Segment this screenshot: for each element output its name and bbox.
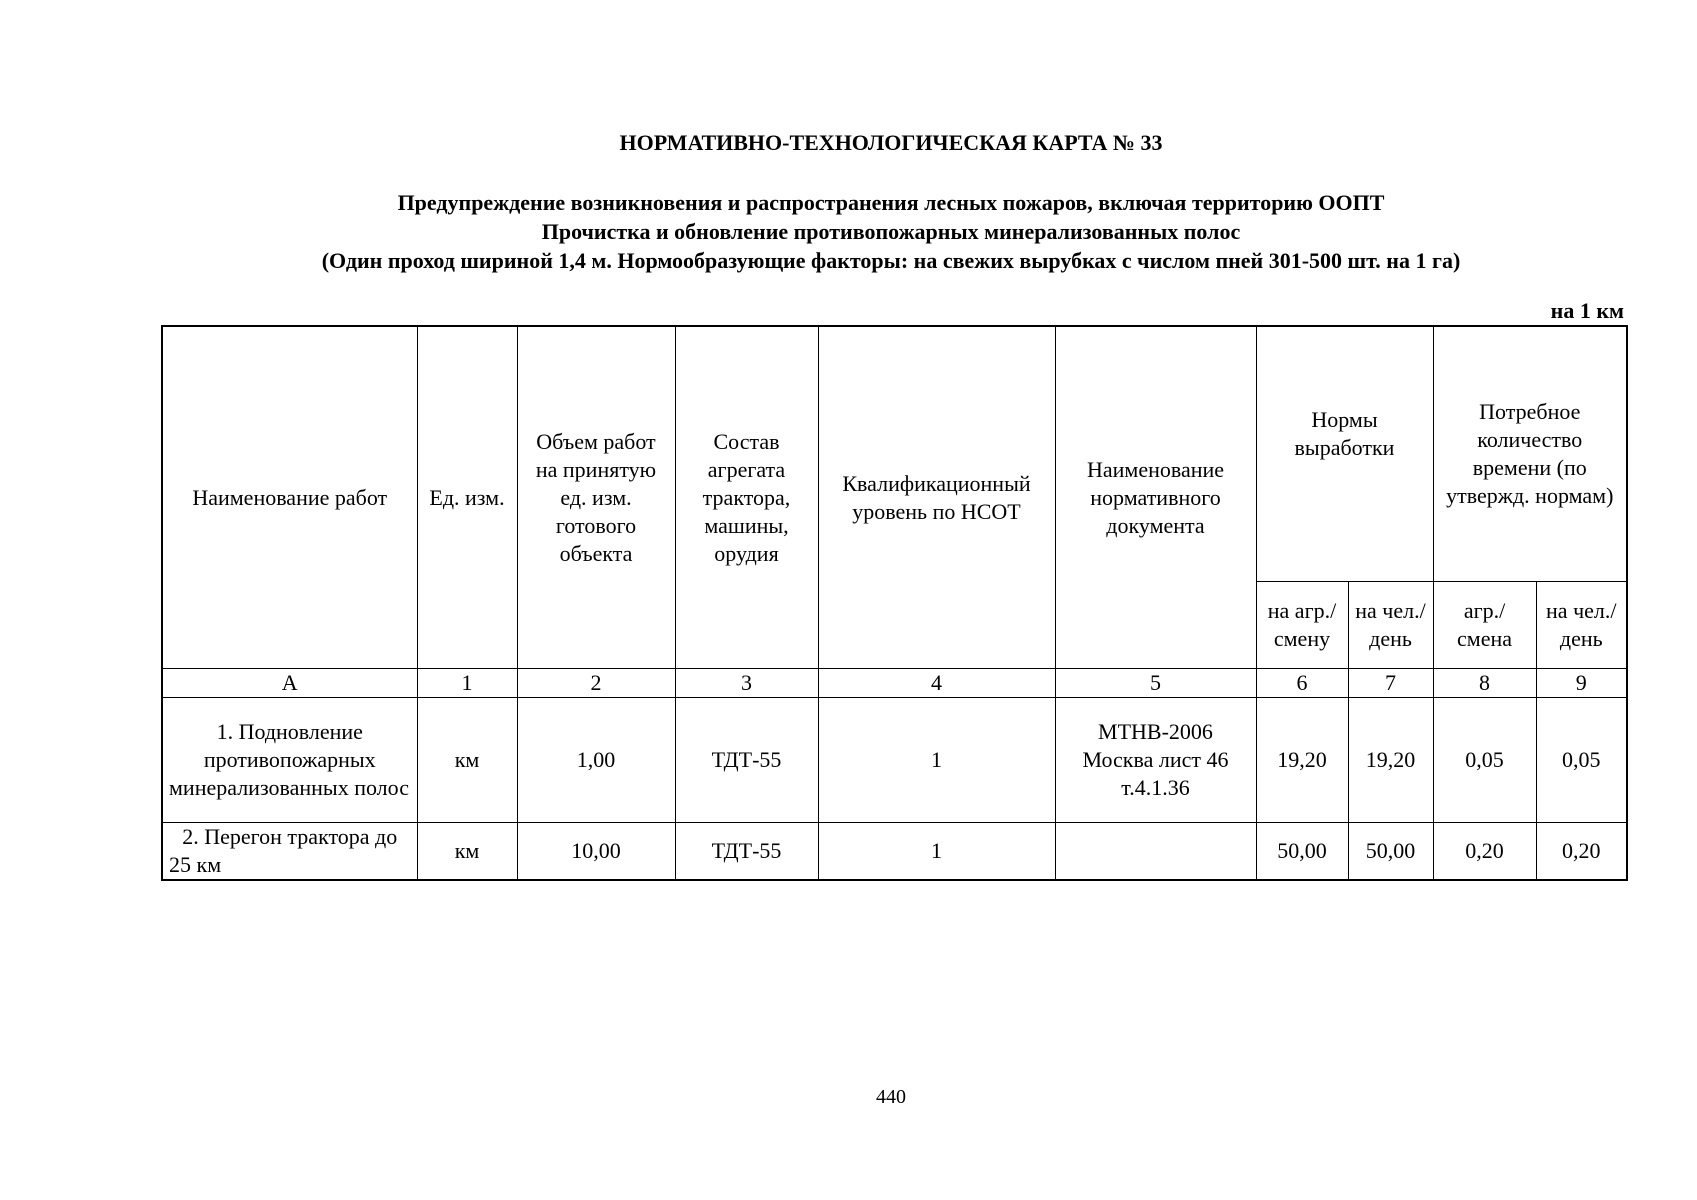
time-agr-cell: 0,20 (1433, 823, 1536, 881)
norm-agr-cell: 50,00 (1256, 823, 1348, 881)
header-work-name: Наименование работ (162, 326, 417, 669)
unit-cell: км (417, 698, 517, 823)
header-norm-per-person-day: на чел./ день (1348, 582, 1433, 669)
header-composition: Состав агрегата трактора, машины, орудия (675, 326, 818, 669)
column-index: 2 (517, 669, 675, 698)
qualification-cell: 1 (818, 823, 1055, 881)
unit-cell: км (417, 823, 517, 881)
header-unit: Ед. изм. (417, 326, 517, 669)
composition-cell: ТДТ-55 (675, 823, 818, 881)
volume-cell: 1,00 (517, 698, 675, 823)
norm-person-cell: 50,00 (1348, 823, 1433, 881)
time-agr-cell: 0,05 (1433, 698, 1536, 823)
unit-note: на 1 км (1550, 298, 1624, 323)
subtitle-line: Прочистка и обновление противопожарных минерализованных полос (541, 219, 1241, 244)
page-number: 440 (876, 1086, 906, 1108)
column-index: 5 (1055, 669, 1256, 698)
work-name-cell: 1. Подновление противопожарных минерализованных полос (162, 698, 417, 823)
time-person-cell: 0,20 (1536, 823, 1627, 881)
header-time-person-day: на чел./ день (1536, 582, 1627, 669)
norm-agr-cell: 19,20 (1256, 698, 1348, 823)
document-cell (1055, 823, 1256, 881)
header-norm-per-unit-shift: на агр./ смену (1256, 582, 1348, 669)
table-row (162, 823, 1627, 881)
volume-cell: 10,00 (517, 823, 675, 881)
document-subtitle (0, 188, 1697, 275)
time-person-cell: 0,05 (1536, 698, 1627, 823)
column-index: 6 (1256, 669, 1348, 698)
norms-table (161, 325, 1628, 881)
header-volume: Объем работ на принятую ед. изм. готового объекта (517, 326, 675, 669)
column-index: 4 (818, 669, 1055, 698)
composition-cell: ТДТ-55 (675, 698, 818, 823)
header-qualification: Квалификационный уровень по НСОТ (818, 326, 1055, 669)
column-index: 9 (1536, 669, 1627, 698)
column-index: 3 (675, 669, 818, 698)
document-cell: МТНВ-2006 Москва лист 46 т.4.1.36 (1055, 698, 1256, 823)
qualification-cell: 1 (818, 698, 1055, 823)
subtitle-line: (Один проход шириной 1,4 м. Нормообразующие факторы: на свежих вырубках с числом пней 301-500 шт. на 1 га) (321, 248, 1461, 273)
column-index: 1 (417, 669, 517, 698)
subtitle-line: Предупреждение возникновения и распространения лесных пожаров, включая территорию ООПТ (397, 190, 1385, 215)
norm-person-cell: 19,20 (1348, 698, 1433, 823)
header-document: Наименование нормативного документа (1055, 326, 1256, 669)
column-index: 7 (1348, 669, 1433, 698)
header-time-agr-shift: агр./ смена (1433, 582, 1536, 669)
header-output-norms: Нормы выработки (1256, 326, 1433, 582)
document-title: НОРМАТИВНО-ТЕХНОЛОГИЧЕСКАЯ КАРТА № 33 (619, 130, 1163, 155)
column-index-row (162, 669, 1627, 698)
table-row (162, 698, 1627, 823)
column-index: 8 (1433, 669, 1536, 698)
header-time-required: Потребное количество времени (по утвержд. нормам) (1433, 326, 1627, 582)
column-index: А (162, 669, 417, 698)
work-name-cell: 2. Перегон трактора до 25 км (162, 823, 417, 881)
